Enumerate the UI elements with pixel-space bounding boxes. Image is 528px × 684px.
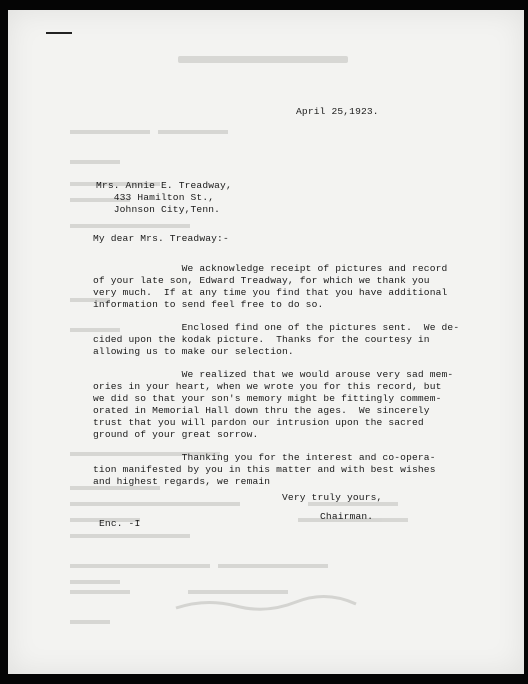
paragraph-1-line-3: very much. If at any time you find that you have additional [93, 287, 448, 298]
paragraph-4-line-1: Thanking you for the interest and co-opera- [93, 452, 436, 463]
recipient-line-2: 433 Hamilton St., [96, 192, 215, 203]
letter-page [8, 10, 524, 674]
closing: Very truly yours, [282, 492, 383, 503]
paragraph-3-line-6: ground of your great sorrow. [93, 429, 259, 440]
salutation: My dear Mrs. Treadway:- [93, 233, 229, 244]
scan-edge-mark [46, 32, 72, 34]
paragraph-3-line-2: ories in your heart, when we wrote you for this record, but [93, 381, 442, 392]
paragraph-2-line-1: Enclosed find one of the pictures sent. We de- [93, 322, 460, 333]
paragraph-4-line-3: and highest regards, we remain [93, 476, 271, 487]
paragraph-1-line-2: of your late son, Edward Treadway, for which we thank you [93, 275, 430, 286]
paragraph-3-line-4: orated in Memorial Hall down thru the ages. We sincerely [93, 405, 430, 416]
paragraph-2-line-2: cided upon the kodak picture. Thanks for the courtesy in [93, 334, 430, 345]
enclosure-note: Enc. -I [99, 518, 141, 529]
paragraph-3-line-1: We realized that we would arouse very sad mem- [93, 369, 454, 380]
paragraph-2-line-3: allowing us to make our selection. [93, 346, 294, 357]
paragraph-4-line-2: tion manifested by you in this matter and with best wishes [93, 464, 436, 475]
letter-date: April 25,1923. [296, 106, 379, 117]
paragraph-1-line-4: information to send feel free to do so. [93, 299, 324, 310]
paragraph-3-line-3: we did so that your son's memory might be fittingly commem- [93, 393, 442, 404]
recipient-line-1: Mrs. Annie E. Treadway, [96, 180, 232, 191]
paragraph-1-line-1: We acknowledge receipt of pictures and record [93, 263, 448, 274]
signature-title: Chairman. [320, 511, 374, 522]
paragraph-3-line-5: trust that you will pardon our intrusion upon the sacred [93, 417, 424, 428]
recipient-line-3: Johnson City,Tenn. [96, 204, 221, 215]
